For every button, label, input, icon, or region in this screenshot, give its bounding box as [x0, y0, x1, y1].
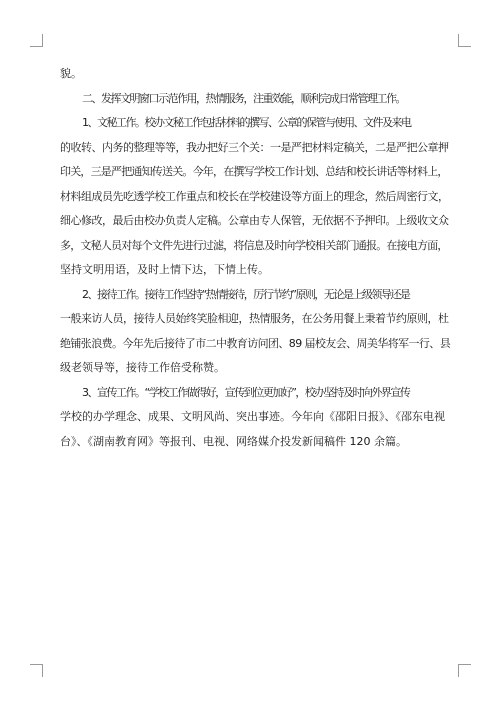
- text-line: 的收转、内务的整理等等，我办把好三个关：一是严把材料定稿关，二是严把公章押: [60, 140, 449, 154]
- text-line: 二、发挥文明窗口示范作用，热情服务，注重效能，顺利完成日常管理工作。: [82, 91, 405, 105]
- paragraph-publicity: [60, 381, 450, 455]
- paragraph-secretarial: [60, 111, 450, 283]
- text-line: 2、接待工作。接待工作坚持“热情接待，厉行节约”原则，无论是上级领导还是: [82, 287, 410, 301]
- text-line: 级老领导等，接待工作倍受称赞。: [60, 361, 225, 374]
- text-line: 一般来访人员，接待人员始终笑脸相迎，热情服务，在公务用餐上秉着节约原则，杜: [60, 312, 449, 325]
- text-line: 绝铺张浪费。今年先后接待了市二中教育访问团、89 届校友会、周美华将军一行、县: [60, 336, 451, 350]
- crop-mark-top-right: [458, 34, 471, 47]
- paragraph-reception: [60, 283, 450, 381]
- text-line: 坚持文明用语，及时上情下达，下情上传。: [60, 263, 269, 276]
- text-line: 貌。: [60, 67, 82, 80]
- text-line: 多，文秘人员对每个文件先进行过滤，将信息及时向学校相关部门通报。在接电方面，: [60, 238, 448, 252]
- crop-mark-top-left: [30, 34, 43, 47]
- section-heading: [60, 87, 450, 112]
- text-line: 印关，三是严把通知传送关。今年，在撰写学校工作计划、总结和校长讲话等材料上，: [60, 165, 448, 178]
- text-line: 3、宣传工作。“学校工作做得好，宣传到位更加好”，校办坚持及时向外界宣传: [82, 385, 410, 399]
- text-line: 材料组成员先吃透学校工作重点和校长在学校建设等方面上的理念，然后周密行文，: [60, 189, 449, 203]
- document-body: [60, 62, 450, 454]
- crop-mark-bottom-left: [30, 664, 43, 677]
- text-line: 学校的办学理念、成果、文明风尚、突出事迹。今年向《邵阳日报》、《邵东电视: [60, 410, 445, 423]
- text-line: 1、文秘工作。校办文秘工作包括材料的撰写、公章的保管与使用、文件及来电: [82, 116, 411, 129]
- text-line: 台》、《湖南教育网》等报刊、电视、网络媒介投发新闻稿件 120 余篇。: [60, 434, 407, 448]
- crop-mark-bottom-right: [458, 664, 471, 677]
- paragraph-continuation: [60, 62, 450, 87]
- text-line: 细心修改，最后由校办负责人定稿。公章由专人保管，无依据不予押印。上级收文众: [60, 214, 449, 227]
